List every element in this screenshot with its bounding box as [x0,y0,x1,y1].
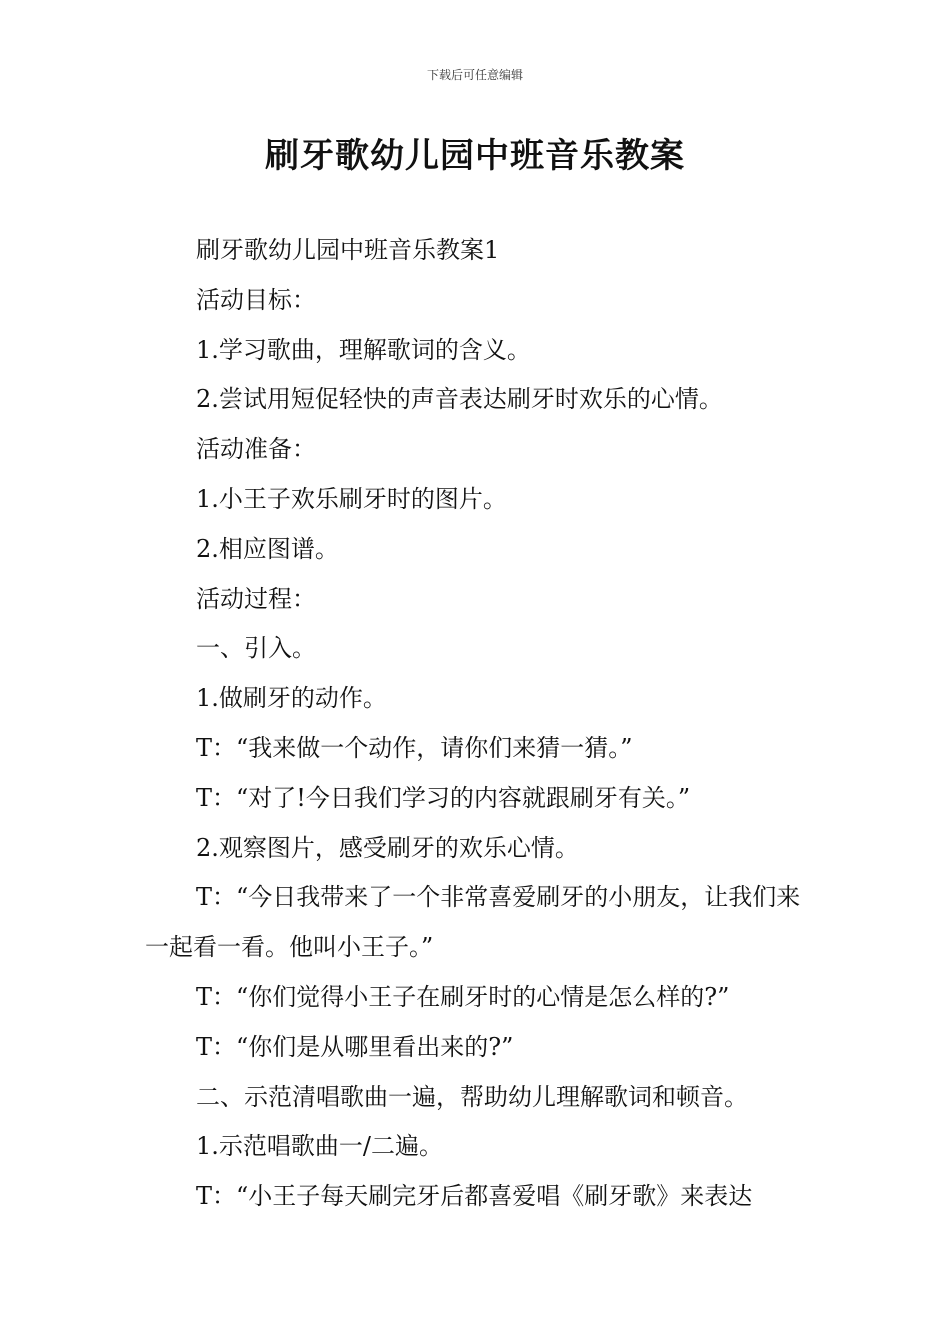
paragraph: 1.小王子欢乐刷牙时的图片。 [196,484,507,513]
paragraph: 活动目标： [196,285,316,314]
paragraph: 1.做刷牙的动作。 [196,684,387,713]
paragraph: 二、示范清唱歌曲一遍，帮助幼儿理解歌词和顿音。 [196,1082,748,1111]
paragraph: 1.示范唱歌曲一/二遍。 [196,1132,443,1161]
paragraph: 1.学习歌曲，理解歌词的含义。 [196,335,531,364]
paragraph: 活动过程： [196,584,316,613]
paragraph: T：“今日我带来了一个非常喜爱刷牙的小朋友，让我们来一起看一看。他叫小王子。” [145,883,801,962]
header-note: 下载后可任意编辑 [426,68,523,82]
paragraph: T：“小王子每天刷完牙后都喜爱唱《刷牙歌》来表达 [196,1182,753,1211]
document-title: 刷牙歌幼儿园中班音乐教案 [265,136,685,176]
paragraph: 2.相应图谱。 [196,534,339,563]
paragraph: T：“你们觉得小王子在刷牙时的心情是怎么样的?” [196,982,730,1011]
paragraph: T：“我来做一个动作，请你们来猜一猜。” [196,733,633,762]
paragraph: T：“对了!今日我们学习的内容就跟刷牙有关。” [196,783,691,812]
paragraph: 活动准备： [196,435,316,464]
document-body [145,226,810,1222]
paragraph: 一、引入。 [196,634,316,663]
paragraph: 刷牙歌幼儿园中班音乐教案1 [196,236,500,264]
paragraph: 2.观察图片，感受刷牙的欢乐心情。 [196,833,579,862]
paragraph: T：“你们是从哪里看出来的?” [196,1032,514,1061]
paragraph: 2.尝试用短促轻快的声音表达刷牙时欢乐的心情。 [196,385,723,414]
